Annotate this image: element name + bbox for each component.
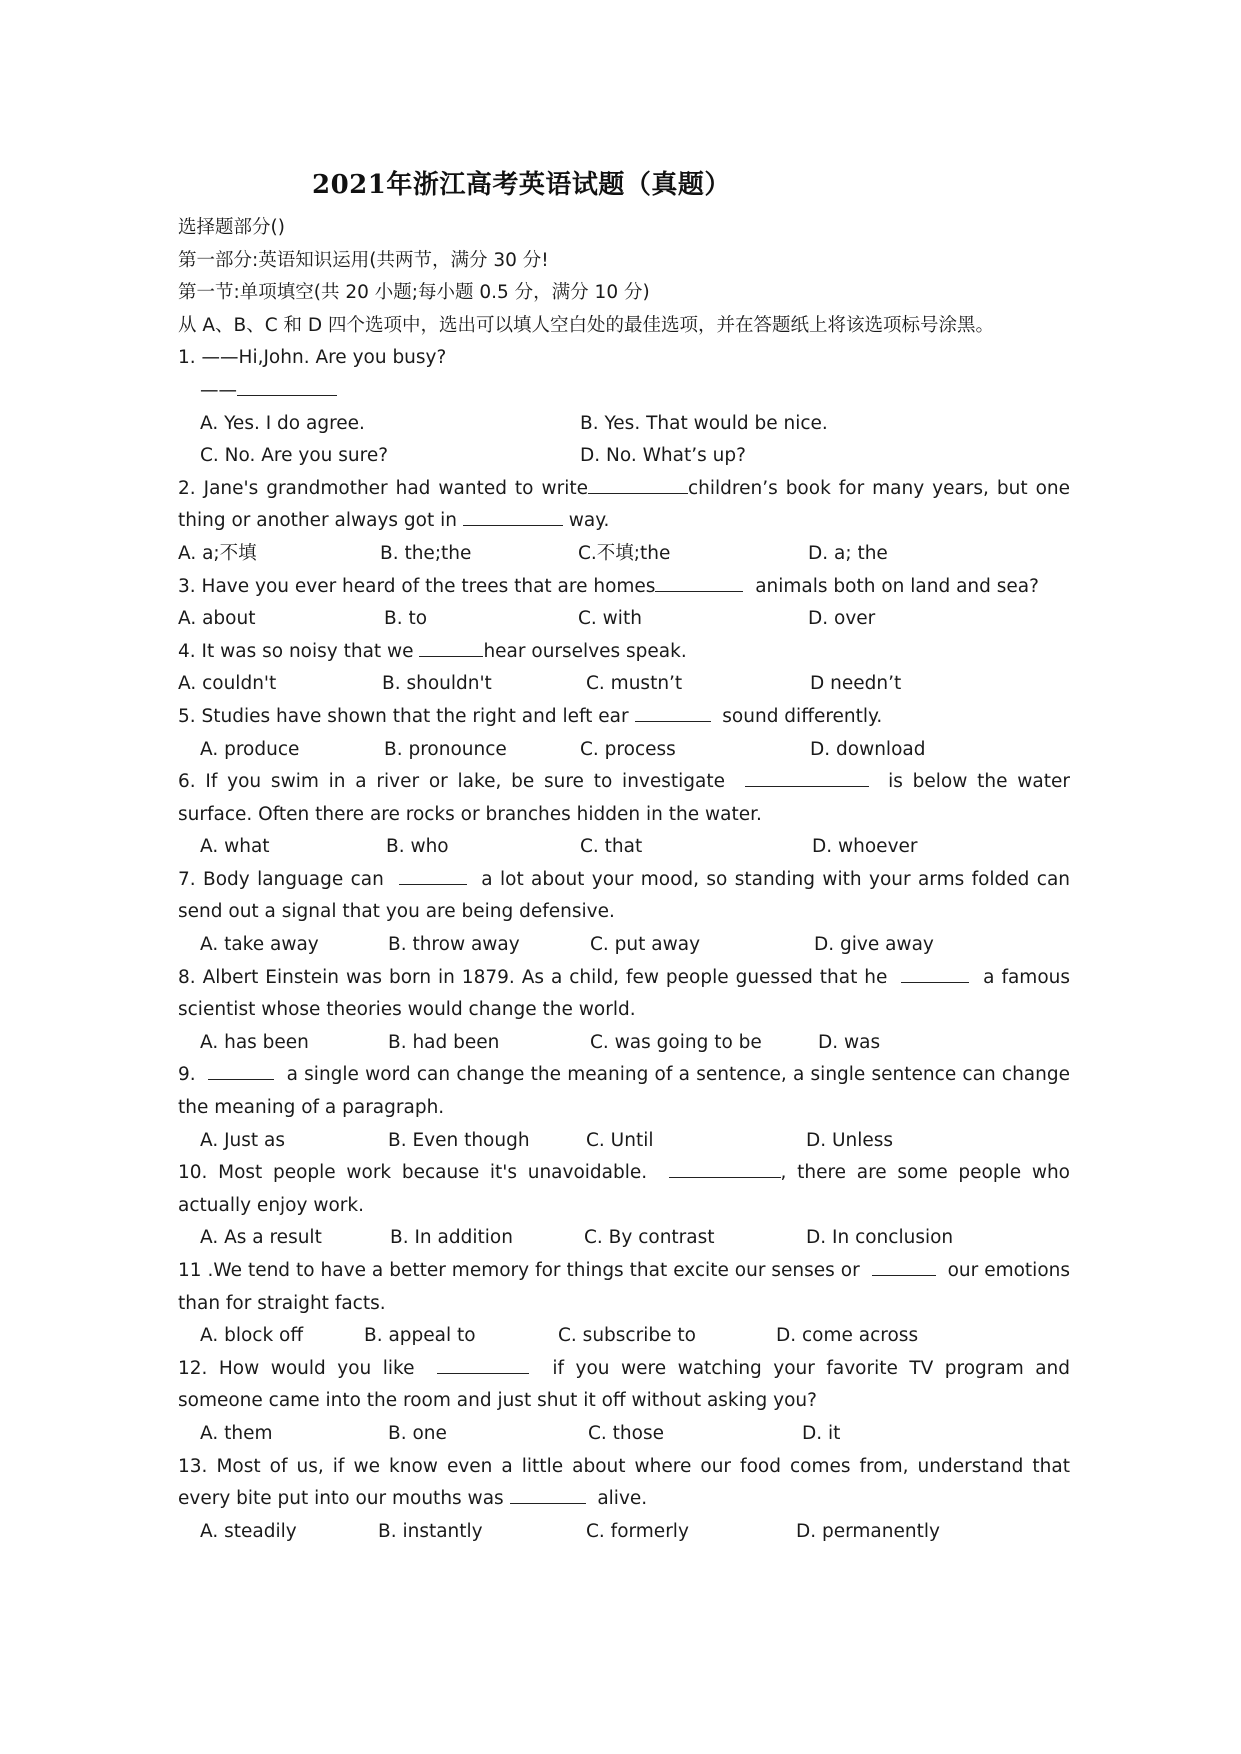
question-text: our emotions than for straight facts. — [178, 1260, 1071, 1314]
question-text: 12. How would you like — [178, 1357, 415, 1379]
option-d: D. No. What’s up? — [580, 445, 746, 467]
question-text: if you were watching your favorite TV program and someone came into the room and just shut it off without asking you? — [178, 1357, 1071, 1412]
option-c: C. with — [578, 608, 642, 630]
question-7 — [178, 864, 1070, 929]
question-text: 9. — [178, 1064, 196, 1086]
exam-content — [178, 212, 1070, 1548]
option-c: C. mustn’t — [586, 673, 683, 695]
question-8-options — [178, 1027, 1070, 1060]
answer-blank — [510, 1483, 586, 1504]
question-4-options — [178, 668, 1070, 701]
question-text: 4. It was so noisy that we — [178, 640, 414, 662]
question-2 — [178, 473, 1070, 538]
answer-blank — [745, 766, 869, 787]
question-text: 13. Most of us, if we know even a little about where our food comes from, understand that every bite put into our mouths was — [178, 1455, 1070, 1510]
question-5 — [178, 701, 1070, 734]
instructions: 从 A、B、C 和 D 四个选项中，选出可以填人空白处的最佳选项，并在答题纸上将该选项标号涂黑。 — [178, 314, 995, 336]
option-d: D. download — [810, 738, 926, 760]
question-3 — [178, 571, 1070, 604]
option-d: D needn’t — [810, 673, 902, 695]
page-title: 2021年浙江高考英语试题（真题） — [312, 170, 731, 200]
section-heading: 选择题部分() — [178, 217, 285, 238]
option-b: B. who — [386, 836, 449, 858]
option-d: D. a; the — [808, 542, 888, 564]
question-text: , there are some people who actually enjoy work. — [178, 1162, 1070, 1216]
option-d: D. In conclusion — [806, 1227, 954, 1249]
question-text: 7. Body language can — [178, 868, 384, 890]
option-a: A. take away — [200, 934, 319, 956]
question-text: 5. Studies have shown that the right and left ear — [178, 705, 629, 727]
question-13-options — [178, 1516, 1070, 1549]
option-d: D. was — [818, 1031, 881, 1053]
option-d: D. over — [808, 608, 876, 630]
question-text: hear ourselves speak. — [483, 640, 687, 662]
option-b: B. In addition — [390, 1227, 513, 1249]
answer-blank — [901, 962, 969, 983]
option-d: D. whoever — [812, 836, 918, 858]
question-text: a lot about your mood, so standing with your arms folded can send out a signal that you are being defensive. — [178, 868, 1071, 923]
option-c: C. By contrast — [584, 1227, 715, 1249]
option-c: C. Until — [586, 1129, 654, 1151]
option-a: A. a;不填 — [178, 542, 257, 564]
question-3-options — [178, 603, 1070, 636]
answer-blank — [655, 571, 743, 592]
question-11-options — [178, 1320, 1070, 1353]
question-text: a famous scientist whose theories would change the world. — [178, 966, 1071, 1021]
question-text: 6. If you swim in a river or lake, be sure to investigate — [178, 771, 726, 793]
answer-blank — [463, 505, 563, 526]
option-c: C. that — [580, 836, 643, 858]
question-6-options — [178, 831, 1070, 864]
question-2-options — [178, 538, 1070, 571]
question-11 — [178, 1255, 1070, 1320]
dash: —— — [200, 379, 237, 401]
option-c: C. process — [580, 738, 676, 760]
question-text: 2. Jane's grandmother had wanted to write — [178, 477, 588, 499]
question-13 — [178, 1451, 1070, 1516]
question-10 — [178, 1157, 1070, 1222]
option-c: C. those — [588, 1422, 664, 1444]
question-1-reply — [178, 375, 1070, 408]
option-a: A. them — [200, 1422, 273, 1444]
option-b: B. shouldn't — [382, 673, 492, 695]
option-d: D. come across — [776, 1325, 919, 1347]
option-b: B. Yes. That would be nice. — [580, 412, 828, 434]
question-text: 10. Most people work because it's unavoidable. — [178, 1162, 648, 1184]
option-b: B. throw away — [388, 934, 520, 956]
question-text: way. — [568, 510, 610, 532]
question-7-options — [178, 929, 1070, 962]
option-b: B. Even though — [388, 1129, 530, 1151]
question-1: 1. ——Hi,John. Are you busy? — [178, 347, 447, 369]
option-d: D. Unless — [806, 1129, 894, 1151]
option-c: C. put away — [590, 934, 701, 956]
question-1-options-2 — [178, 440, 1070, 473]
option-a: A. block off — [200, 1325, 304, 1347]
option-c: C.不填;the — [578, 542, 671, 564]
question-9 — [178, 1059, 1070, 1124]
option-a: A. has been — [200, 1031, 309, 1053]
question-text: 3. Have you ever heard of the trees that are homes — [178, 575, 656, 597]
option-d: D. permanently — [796, 1520, 940, 1542]
option-a: A. what — [200, 836, 270, 858]
question-text: is below the water surface. Often there are rocks or branches hidden in the water. — [178, 771, 1070, 825]
answer-blank — [437, 1353, 529, 1374]
question-text: alive. — [597, 1488, 648, 1510]
question-text: a single word can change the meaning of a sentence, a single sentence can change the meaning of a paragraph. — [178, 1064, 1070, 1119]
option-c: C. formerly — [586, 1520, 689, 1542]
option-c: C. No. Are you sure? — [200, 445, 389, 467]
question-4 — [178, 636, 1070, 669]
option-b: B. instantly — [378, 1520, 483, 1542]
question-text: 11 .We tend to have a better memory for things that excite our senses or — [178, 1260, 860, 1281]
option-a: A. produce — [200, 738, 300, 760]
answer-blank — [399, 864, 467, 885]
part-heading: 第一部分:英语知识运用(共两节，满分 30 分! — [178, 249, 549, 271]
option-b: B. had been — [388, 1031, 500, 1053]
question-text: sound differently. — [722, 705, 883, 727]
answer-blank — [588, 473, 688, 494]
option-a: A. Yes. I do agree. — [200, 412, 365, 434]
option-b: B. appeal to — [364, 1325, 476, 1347]
option-b: B. the;the — [380, 542, 472, 564]
question-6 — [178, 766, 1070, 831]
question-10-options — [178, 1222, 1070, 1255]
question-5-options — [178, 734, 1070, 767]
option-a: A. couldn't — [178, 673, 277, 695]
question-12 — [178, 1353, 1070, 1418]
answer-blank — [669, 1157, 781, 1178]
answer-blank — [419, 636, 483, 657]
option-a: A. Just as — [200, 1129, 286, 1151]
option-d: D. give away — [814, 934, 934, 956]
question-1-options — [178, 408, 1070, 441]
subsection-heading: 第一节:单项填空(共 20 小题;每小题 0.5 分，满分 10 分) — [178, 282, 650, 304]
option-d: D. it — [802, 1422, 841, 1444]
option-b: B. pronounce — [384, 738, 507, 760]
option-a: A. about — [178, 608, 256, 630]
question-12-options — [178, 1418, 1070, 1451]
option-c: C. subscribe to — [558, 1325, 696, 1347]
option-a: A. steadily — [200, 1520, 297, 1542]
question-8 — [178, 962, 1070, 1027]
question-9-options — [178, 1125, 1070, 1158]
option-b: B. to — [384, 608, 428, 630]
question-text: animals both on land and sea? — [755, 575, 1039, 597]
question-text: 8. Albert Einstein was born in 1879. As a child, few people guessed that he — [178, 966, 888, 988]
answer-blank — [237, 375, 337, 396]
option-a: A. As a result — [200, 1227, 322, 1249]
question-text: children’s book for many years, but one thing or another always got in — [178, 477, 1071, 532]
option-c: C. was going to be — [590, 1031, 762, 1053]
option-b: B. one — [388, 1422, 447, 1444]
answer-blank — [208, 1059, 274, 1080]
answer-blank — [872, 1255, 936, 1276]
answer-blank — [635, 701, 711, 722]
